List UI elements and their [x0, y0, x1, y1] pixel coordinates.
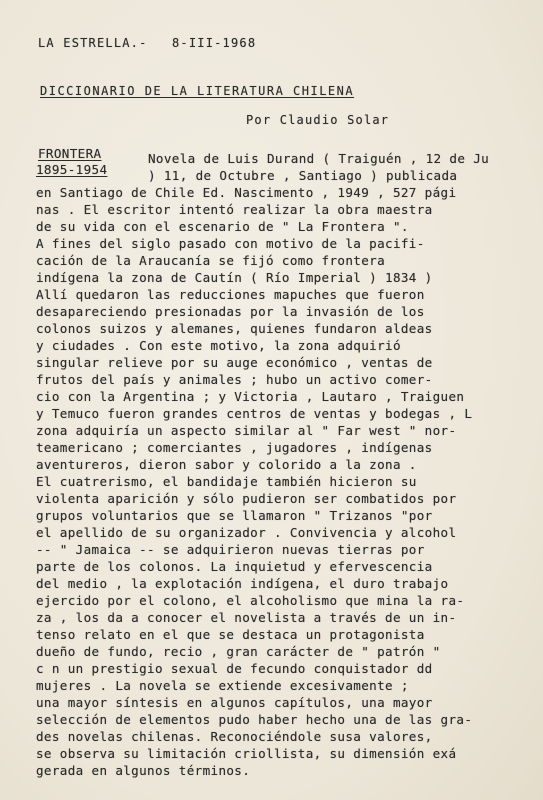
body-line: el apellido de su organizador . Convivencia y alcohol: [36, 525, 457, 540]
entry-headword: FRONTERA: [38, 146, 102, 161]
body-line: mujeres . La novela se extiende excesivamente ;: [36, 678, 409, 693]
body-line: del medio , la explotación indígena, el duro trabajo: [36, 576, 449, 591]
body-line: cación de la Araucanía se fijó como frontera: [36, 253, 386, 268]
body-line: teamericano ; comerciantes , jugadores , indígenas: [36, 440, 433, 455]
body-line: de su vida con el escenario de " La Frontera ".: [36, 219, 409, 234]
body-line: singular relieve por su auge económico , ventas de: [36, 355, 433, 370]
body-line: frutos del país y animales ; hubo un activo comer-: [36, 372, 433, 387]
body-line: violenta aparición y sólo pudieron ser combatidos por: [36, 491, 457, 506]
body-line: za , los da a conocer el novelista a través de un in-: [36, 610, 457, 625]
body-line: y Temuco fueron grandes centros de ventas y bodegas , L: [36, 406, 473, 421]
body-line: tenso relato en el que se destaca un protagonista: [36, 627, 425, 642]
body-line: des novelas chilenas. Reconociéndole susa valores,: [36, 729, 433, 744]
body-line: ) 11, de Octubre , Santiago ) publicada: [148, 168, 458, 183]
author-line: Por Claudio Solar: [246, 113, 390, 127]
body-line: grupos voluntarios que se llamaron " Trizanos "por: [36, 508, 433, 523]
newspaper-name: LA ESTRELLA.-: [38, 36, 148, 50]
body-line: c n un prestigio sexual de fecundo conquistador dd: [36, 661, 433, 676]
body-line: parte de los colonos. La inquietud y efervescencia: [36, 559, 433, 574]
body-line: y ciudades . Con este motivo, la zona adquirió: [36, 338, 401, 353]
dictionary-title: DICCIONARIO DE LA LITERATURA CHILENA: [40, 84, 355, 98]
body-line: en Santiago de Chile Ed. Nascimento , 1949 , 527 pági: [36, 185, 457, 200]
entry-years: 1895-1954: [36, 162, 108, 177]
body-line: desapareciendo presionadas por la invasión de los: [36, 304, 425, 319]
body-line: indígena la zona de Cautín ( Río Imperial ) 1834 ): [36, 270, 433, 285]
body-line: colonos suizos y alemanes, quienes fundaron aldeas: [36, 321, 433, 336]
body-line: gerada en algunos términos.: [36, 763, 251, 778]
publication-date: 8-III-1968: [172, 36, 257, 50]
body-line: nas . El escritor intentó realizar la obra maestra: [36, 202, 433, 217]
body-line: una mayor síntesis en algunos capítulos, una mayor: [36, 695, 433, 710]
body-line: -- " Jamaica -- se adquirieron nuevas tierras por: [36, 542, 425, 557]
body-line: Allí quedaron las reducciones mapuches que fueron: [36, 287, 425, 302]
body-line: ejercido por el colono, el alcoholismo que mina la ra-: [36, 593, 465, 608]
body-line: Novela de Luis Durand ( Traiguén , 12 de Ju: [148, 151, 490, 166]
body-line: dueño de fundo, recio , gran carácter de " patrón ": [36, 644, 441, 659]
body-line: cio con la Argentina ; y Victoria , Lautaro , Traiguen: [36, 389, 465, 404]
body-line: El cuatrerismo, el bandidaje también hicieron su: [36, 474, 417, 489]
body-line: aventureros, dieron sabor y colorido a la zona .: [36, 457, 417, 472]
body-line: A fines del siglo pasado con motivo de la pacifi-: [36, 236, 425, 251]
body-line: zona adquiría un aspecto similar al " Far west " nor-: [36, 423, 457, 438]
body-line: se observa su limitación criollista, su dimensión exá: [36, 746, 457, 761]
body-line: selección de elementos pudo haber hecho una de las gra-: [36, 712, 473, 727]
